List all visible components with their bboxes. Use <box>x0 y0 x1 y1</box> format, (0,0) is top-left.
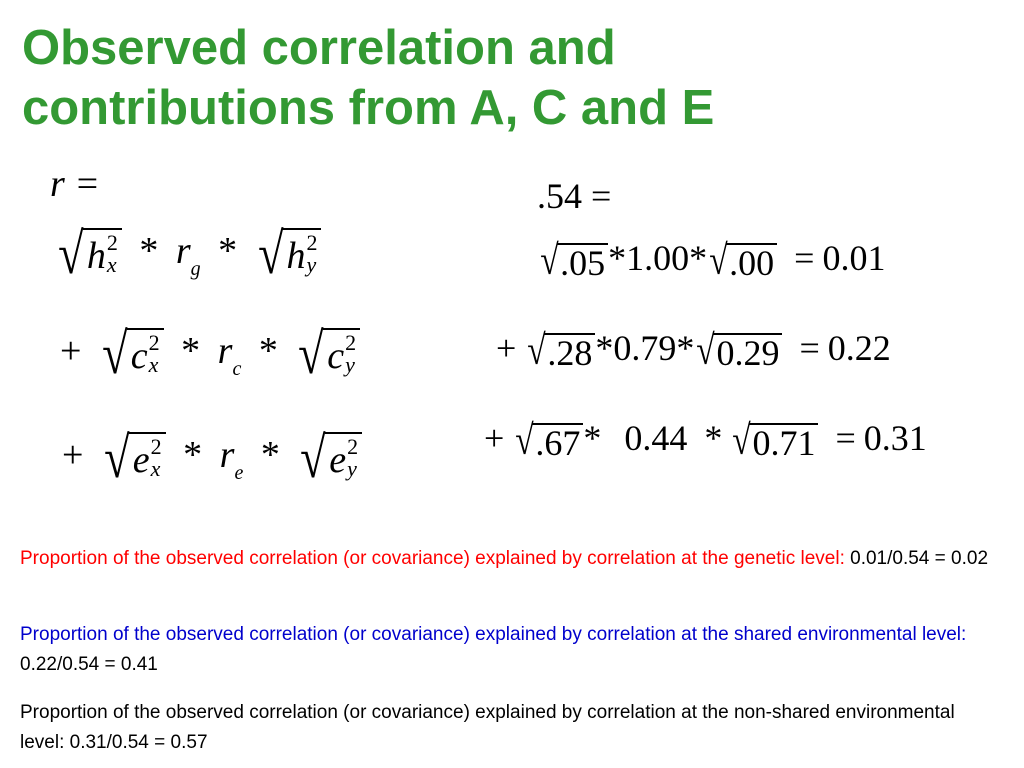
exponent: 2 <box>347 434 359 460</box>
plus-sign: + <box>60 329 82 372</box>
numeric-row-nonshared <box>484 417 927 464</box>
sqrt-h2y <box>255 221 322 286</box>
h-symbol: h <box>286 235 306 278</box>
sqrt-c-y <box>694 327 782 374</box>
sqrt-e-y <box>730 417 818 464</box>
nonshared-proportion-label: Proportion of the observed correlation (or covariance) explained by correlation at the non-shared environmental level: 0.31/0.54 = 0.57 <box>20 702 955 753</box>
genetic-contribution: 0.01 <box>822 238 886 278</box>
multiply-sign: * <box>608 238 627 278</box>
radical-sign: √ <box>515 417 535 464</box>
equals-sign: = <box>794 238 815 278</box>
r-symbol: r <box>217 329 233 372</box>
numeric-row-genetic <box>538 237 886 284</box>
c-value: .28 <box>544 333 595 371</box>
equals-sign: = <box>799 328 820 368</box>
shared-proportion-label: Proportion of the observed correlation (or covariance) explained by correlation at the shared environmental level: <box>20 624 967 645</box>
sqrt-h2x <box>55 221 122 286</box>
radical-sign: √ <box>709 237 728 284</box>
radical-sign: √ <box>732 417 752 464</box>
rg-value: 1.00 <box>626 238 690 278</box>
sqrt-c <box>525 327 595 374</box>
subscript-x: x <box>150 456 161 482</box>
formula-lhs <box>50 165 100 203</box>
subscript-y: y <box>345 352 355 378</box>
subscript-x: x <box>148 352 159 378</box>
numeric-row-shared <box>496 327 891 374</box>
h-symbol: h <box>86 235 106 278</box>
formula-term-nonshared <box>62 425 362 490</box>
exponent: 2 <box>345 330 357 356</box>
plus-sign: + <box>484 418 505 458</box>
subscript-y: y <box>306 252 317 278</box>
multiply-sign: * <box>258 329 278 372</box>
subscript-c: c <box>232 357 242 380</box>
sqrt-a-y <box>707 237 777 284</box>
sqrt-e2x <box>101 425 166 490</box>
exponent: 2 <box>106 230 118 256</box>
r-symbol: r <box>219 433 235 476</box>
sqrt-e2y <box>297 425 362 490</box>
sqrt-c2x <box>99 321 164 386</box>
shared-proportion-value: 0.22/0.54 = 0.41 <box>20 654 158 675</box>
exponent: 2 <box>306 230 318 256</box>
plus-sign: + <box>496 328 517 368</box>
c-y-value: 0.29 <box>713 333 782 371</box>
multiply-sign: * <box>595 328 614 368</box>
genetic-proportion-text <box>20 544 990 574</box>
formula-term-shared <box>60 321 360 386</box>
multiply-sign: * <box>260 433 280 476</box>
r-symbol: r <box>175 229 191 272</box>
plus-sign: + <box>62 433 84 476</box>
multiply-sign: * <box>583 418 602 458</box>
slide-title <box>22 18 982 138</box>
radical-sign: √ <box>104 425 130 490</box>
e-symbol: e <box>329 439 347 482</box>
nonshared-proportion-text <box>20 698 990 758</box>
subscript-x: x <box>106 252 117 278</box>
c-symbol: c <box>327 335 345 378</box>
radical-sign: √ <box>300 425 327 490</box>
radical-sign: √ <box>298 321 325 386</box>
radical-sign: √ <box>696 327 716 374</box>
multiply-sign: * <box>704 418 723 458</box>
c-symbol: c <box>130 335 148 378</box>
equals-sign: = <box>835 418 856 458</box>
radical-sign: √ <box>527 327 547 374</box>
rc-value: 0.79 <box>613 328 677 368</box>
radical-sign: √ <box>102 321 128 386</box>
subscript-g: g <box>190 257 201 280</box>
subscript-e: e <box>234 461 244 484</box>
multiply-sign: * <box>183 433 203 476</box>
radical-sign: √ <box>540 237 559 284</box>
e-value: .67 <box>532 423 583 461</box>
multiply-sign: * <box>139 229 159 272</box>
formula-term-genetic <box>55 221 321 286</box>
subscript-y: y <box>347 456 357 482</box>
a-y-value: .00 <box>726 243 777 281</box>
multiply-sign: * <box>676 328 695 368</box>
shared-proportion-text <box>20 620 990 680</box>
r-equals: r = <box>50 163 100 205</box>
sqrt-a <box>538 237 608 284</box>
numeric-lhs <box>537 178 611 214</box>
exponent: 2 <box>150 434 162 460</box>
re-value: 0.44 <box>624 418 688 458</box>
exponent: 2 <box>148 330 160 356</box>
shared-contribution: 0.22 <box>827 328 891 368</box>
title-line-1: Observed correlation and <box>22 21 616 75</box>
multiply-sign: * <box>181 329 201 372</box>
e-symbol: e <box>132 439 150 482</box>
sqrt-e <box>513 417 583 464</box>
radical-sign: √ <box>257 221 284 286</box>
radical-sign: √ <box>58 221 84 286</box>
title-line-2: contributions from A, C and E <box>22 81 715 135</box>
multiply-sign: * <box>689 238 708 278</box>
nonshared-contribution: 0.31 <box>863 418 927 458</box>
sqrt-c2y <box>295 321 360 386</box>
e-y-value: 0.71 <box>749 423 818 461</box>
a-value: .05 <box>557 243 608 281</box>
genetic-proportion-value: 0.01/0.54 = 0.02 <box>844 548 989 569</box>
genetic-proportion-label: Proportion of the observed correlation (or covariance) explained by correlation at the genetic level: <box>20 548 845 569</box>
multiply-sign: * <box>218 229 238 272</box>
observed-r-value: .54 = <box>537 176 612 216</box>
